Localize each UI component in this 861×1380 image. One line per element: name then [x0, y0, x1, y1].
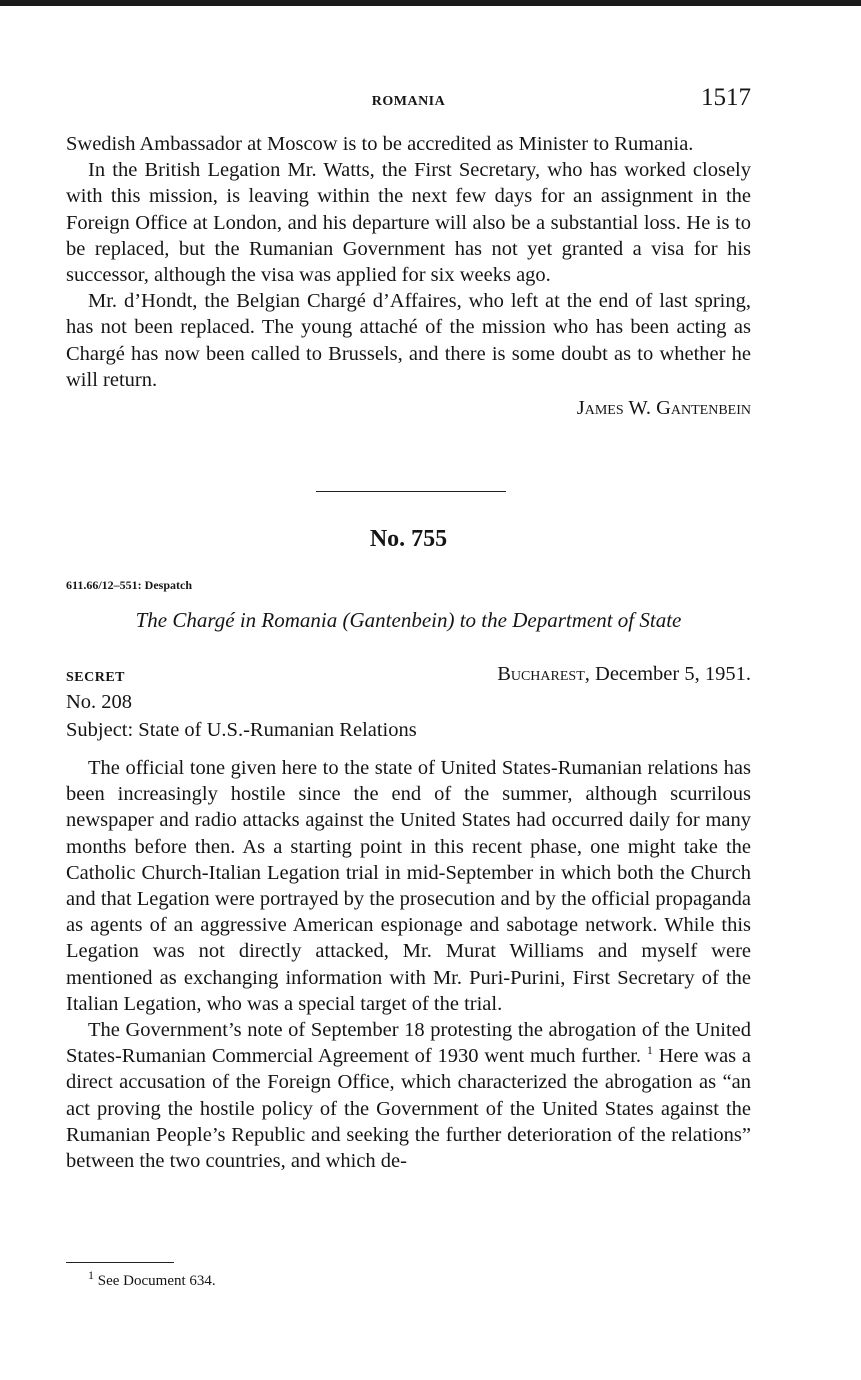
- body-paragraph-2-start: The Government’s note of September 18 protesting the abrogation of the United States-Rumanian Commercial Agreement of 1930 went much further.: [66, 1019, 751, 1068]
- page-number: 1517: [701, 84, 751, 111]
- signature: James W. Gantenbein: [576, 397, 751, 420]
- despatch-body: [66, 755, 751, 1174]
- belgian-legation-paragraph: Mr. d’Hondt, the Belgian Chargé d’Affaires, who left at the end of last spring, has not been replaced. The young attaché of the mission who has been acting as Chargé has now been called to Brussels, and there is some doubt as to whether he will return.: [66, 290, 751, 391]
- british-legation-paragraph: In the British Legation Mr. Watts, the First Secretary, who has worked closely with this mission, is leaving within the next few days for an assignment in the Foreign Office at London, and his departure will also be a substantial loss. He is to be replaced, but the Rumanian Government has not yet granted a visa for his successor, although the visa was applied for six weeks ago.: [66, 159, 751, 287]
- dateline: [497, 660, 751, 688]
- footnote-text: See Document 634.: [97, 1273, 216, 1289]
- document-number: No. 755: [369, 526, 448, 552]
- running-title: ROMANIA: [371, 94, 446, 109]
- body-paragraph-2: [66, 1017, 751, 1174]
- body-paragraph-2-end: Here was a direct accusation of the Foreign Office, which characterized the abrogation as “an act proving the hostile policy of the Government of the United States against the Rumanian People’s Republic and seeking the further deterioration of the relations” between the two countries, and which de-: [66, 1045, 752, 1173]
- despatch-number: No. 208: [66, 691, 133, 713]
- dateline-city: Bucharest,: [497, 663, 590, 685]
- dateline-date: December 5, 1951.: [595, 663, 751, 685]
- footnote-divider: [66, 1262, 174, 1263]
- continued-paragraph: Swedish Ambassador at Moscow is to be accredited as Minister to Rumania.: [66, 133, 694, 155]
- continued-despatch-text: [66, 131, 751, 421]
- classification-label: SECRET: [66, 670, 126, 685]
- section-divider: [316, 491, 506, 492]
- footnote: [88, 1268, 216, 1290]
- subject-line: Subject: State of U.S.-Rumanian Relations: [66, 719, 417, 741]
- footnote-reference[interactable]: 1: [646, 1043, 653, 1058]
- classification-row: [66, 660, 751, 688]
- footnote-marker: 1: [88, 1268, 94, 1282]
- file-reference: 611.66/12–551: Despatch: [66, 578, 192, 592]
- document-title: The Chargé in Romania (Gantenbein) to the Department of State: [135, 608, 682, 632]
- page-header: [66, 84, 751, 120]
- scan-top-border: [0, 0, 861, 6]
- despatch-heading: [66, 660, 751, 744]
- body-paragraph-1: The official tone given here to the state of United States-Rumanian relations has been increasingly hostile since the end of the summer, although scurrilous newspaper and radio attacks against the United States had occurred daily for many months before then. As a starting point in this recent phase, one might take the Catholic Church-Italian Legation trial in mid-September in which both the Church and that Legation were portrayed by the prosecution and by the official propaganda as agents of an aggressive American espionage and sabotage network. While this Legation was not directly attacked, Mr. Murat Williams and myself were mentioned as exchanging information with Mr. Puri-Purini, First Secretary of the Italian Legation, who was a special target of the trial.: [66, 757, 751, 1015]
